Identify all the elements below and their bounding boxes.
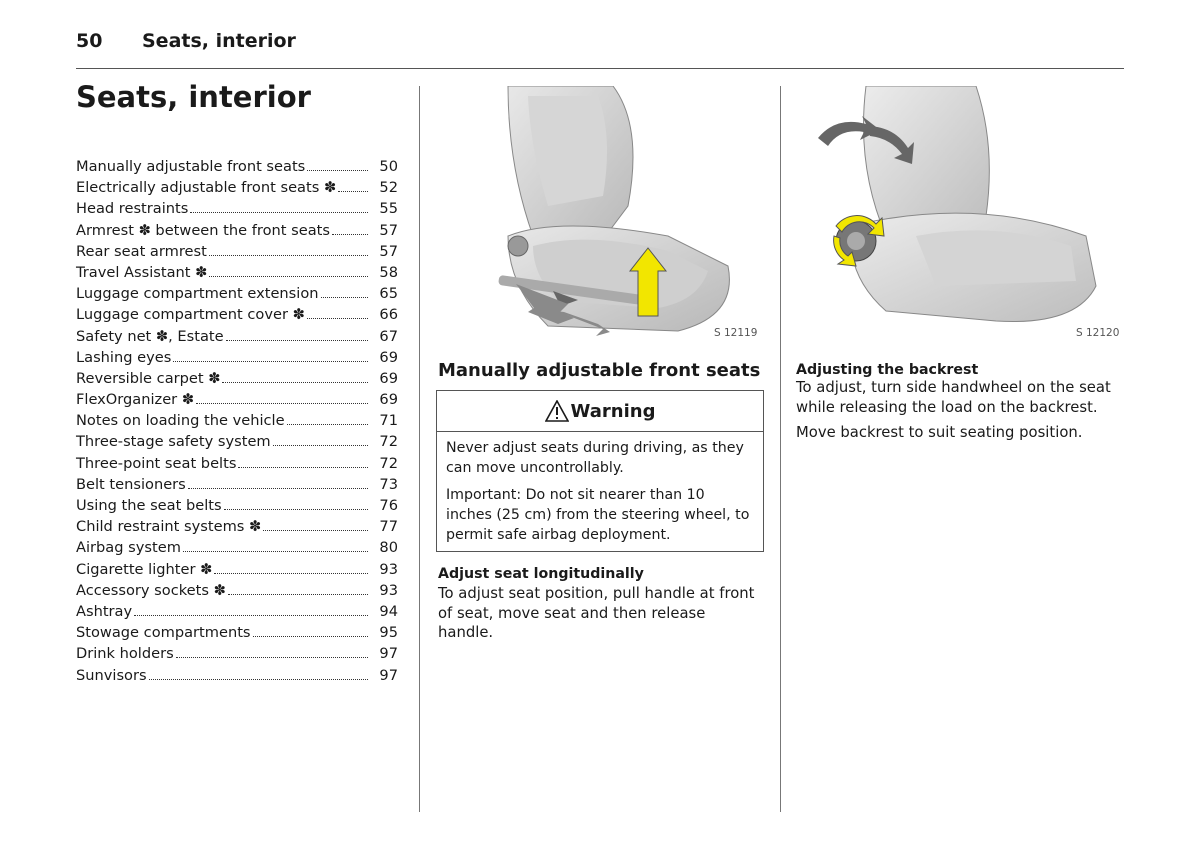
toc-entry[interactable] bbox=[76, 349, 398, 370]
toc-entry-label: Travel Assistant ✽ bbox=[76, 263, 208, 281]
toc-entry[interactable] bbox=[76, 370, 398, 391]
toc-entry-page: 55 bbox=[379, 200, 398, 218]
toc-entry-page: 95 bbox=[379, 624, 398, 642]
toc-entry[interactable] bbox=[76, 285, 398, 306]
column-divider bbox=[780, 86, 781, 812]
subsection-heading: Adjusting the backrest bbox=[796, 362, 979, 378]
toc-entry-label: Stowage compartments bbox=[76, 624, 251, 642]
toc-leader-dots bbox=[307, 318, 368, 319]
warning-box bbox=[436, 390, 764, 552]
toc-leader-dots bbox=[321, 297, 368, 298]
toc-entry-page: 93 bbox=[379, 581, 398, 599]
toc-leader-dots bbox=[196, 403, 368, 404]
warning-triangle-icon bbox=[545, 400, 569, 422]
toc-entry[interactable] bbox=[76, 179, 398, 200]
toc-leader-dots bbox=[214, 573, 368, 574]
toc-entry-label: Three-stage safety system bbox=[76, 433, 271, 451]
toc-entry-page: 93 bbox=[379, 560, 398, 578]
toc-entry[interactable] bbox=[76, 476, 398, 497]
toc-entry-page: 65 bbox=[379, 285, 398, 303]
toc-entry-label: FlexOrganizer ✽ bbox=[76, 391, 195, 409]
page-header bbox=[76, 30, 296, 52]
toc-entry-label: Belt tensioners bbox=[76, 475, 186, 493]
subsection-heading: Adjust seat longitudinally bbox=[438, 566, 644, 582]
toc-entry-page: 80 bbox=[379, 539, 398, 557]
toc-leader-dots bbox=[226, 340, 368, 341]
figure-code: S 12119 bbox=[714, 327, 758, 339]
toc-leader-dots bbox=[176, 657, 368, 658]
toc-entry-label: Lashing eyes bbox=[76, 348, 172, 366]
toc-leader-dots bbox=[173, 361, 368, 362]
toc-entry-label: Manually adjustable front seats bbox=[76, 158, 306, 175]
toc-entry-page: 69 bbox=[379, 348, 398, 366]
toc-entry[interactable] bbox=[76, 200, 398, 221]
toc-entry[interactable] bbox=[76, 158, 398, 179]
toc-leader-dots bbox=[183, 551, 368, 552]
toc-entry-label: Airbag system bbox=[76, 539, 181, 557]
toc-entry-label: Reversible carpet ✽ bbox=[76, 369, 221, 387]
toc-leader-dots bbox=[332, 234, 368, 235]
toc-leader-dots bbox=[190, 212, 368, 213]
toc-entry-page: 67 bbox=[379, 327, 398, 345]
toc-entry-label: Accessory sockets ✽ bbox=[76, 581, 226, 599]
toc-leader-dots bbox=[238, 467, 368, 468]
toc-leader-dots bbox=[209, 255, 368, 256]
toc-leader-dots bbox=[224, 509, 368, 510]
toc-entry[interactable] bbox=[76, 243, 398, 264]
toc-leader-dots bbox=[149, 679, 368, 680]
toc-entry-page: 57 bbox=[379, 221, 398, 239]
toc-entry-label: Ashtray bbox=[76, 602, 133, 620]
toc-entry[interactable] bbox=[76, 328, 398, 349]
header-divider bbox=[76, 68, 1124, 69]
toc-entry[interactable] bbox=[76, 645, 398, 666]
toc-entry-label: Drink holders bbox=[76, 645, 174, 663]
toc-entry-page: 77 bbox=[379, 518, 398, 536]
toc-entry-page: 66 bbox=[379, 306, 398, 324]
section-heading: Manually adjustable front seats bbox=[438, 360, 761, 381]
toc-entry-label: Safety net ✽, Estate bbox=[76, 327, 224, 345]
toc-entry[interactable] bbox=[76, 455, 398, 476]
body-text: Move backrest to suit seating position. bbox=[796, 424, 1083, 441]
toc-leader-dots bbox=[253, 636, 368, 637]
body-text: To adjust, turn side handwheel on the seat while releasing the load on the backrest. bbox=[796, 379, 1111, 416]
toc-entry[interactable] bbox=[76, 264, 398, 285]
toc-entry-label: Notes on loading the vehicle bbox=[76, 412, 285, 430]
seat-illustration bbox=[438, 86, 764, 346]
page-number: 50 bbox=[76, 30, 103, 52]
toc-entry-label: Luggage compartment cover ✽ bbox=[76, 306, 305, 324]
page-title: Seats, interior bbox=[76, 80, 311, 114]
column-divider bbox=[419, 86, 420, 812]
toc-entry[interactable] bbox=[76, 582, 398, 603]
toc-entry[interactable] bbox=[76, 518, 398, 539]
toc-entry[interactable] bbox=[76, 497, 398, 518]
toc-entry-page: 52 bbox=[379, 179, 398, 197]
toc-entry-page: 76 bbox=[379, 497, 398, 514]
toc-leader-dots bbox=[228, 594, 368, 595]
toc-leader-dots bbox=[188, 488, 368, 489]
toc-entry-label: Head restraints bbox=[76, 200, 189, 218]
toc-entry[interactable] bbox=[76, 603, 398, 624]
toc-entry-label: Using the seat belts bbox=[76, 497, 222, 514]
toc-entry-label: Armrest ✽ between the front seats bbox=[76, 221, 330, 239]
running-section-title: Seats, interior bbox=[142, 30, 296, 52]
longitudinal-section bbox=[438, 566, 764, 643]
warning-header bbox=[437, 391, 763, 432]
warning-body bbox=[437, 432, 763, 545]
toc-entry-page: 58 bbox=[379, 263, 398, 281]
toc-entry-page: 69 bbox=[379, 369, 398, 387]
backrest-illustration bbox=[796, 86, 1126, 346]
toc-entry[interactable] bbox=[76, 306, 398, 327]
toc-entry-label: Electrically adjustable front seats ✽ bbox=[76, 179, 337, 197]
toc-entry-page: 94 bbox=[379, 602, 398, 620]
toc-entry-label: Sunvisors bbox=[76, 666, 147, 684]
toc-leader-dots bbox=[222, 382, 368, 383]
toc-leader-dots bbox=[209, 276, 368, 277]
figure-code: S 12120 bbox=[1076, 327, 1120, 339]
warning-title: Warning bbox=[570, 400, 656, 422]
backrest-adjust-figure bbox=[796, 86, 1126, 346]
toc-entry-page: 73 bbox=[379, 475, 398, 493]
toc-entry[interactable] bbox=[76, 433, 398, 454]
toc-entry-page: 69 bbox=[379, 391, 398, 409]
toc-entry-page: 57 bbox=[379, 242, 398, 260]
backrest-section bbox=[796, 362, 1126, 443]
toc-entry-page: 72 bbox=[379, 454, 398, 472]
toc-leader-dots bbox=[263, 530, 368, 531]
toc-entry-label: Rear seat armrest bbox=[76, 242, 207, 260]
toc-leader-dots bbox=[307, 170, 368, 171]
toc-entry-page: 72 bbox=[379, 433, 398, 451]
warning-text: Important: Do not sit nearer than 10 inches (25 cm) from the steering wheel, to permit safe airbag deployment. bbox=[446, 487, 750, 543]
toc-entry-label: Luggage compartment extension bbox=[76, 285, 319, 303]
toc-leader-dots bbox=[134, 615, 368, 616]
toc-leader-dots bbox=[273, 445, 368, 446]
toc-entry[interactable] bbox=[76, 561, 398, 582]
toc-entry-label: Three-point seat belts bbox=[76, 454, 237, 472]
table-of-contents bbox=[76, 158, 398, 688]
toc-entry-page: 71 bbox=[379, 412, 398, 430]
toc-entry[interactable] bbox=[76, 539, 398, 560]
toc-entry-page: 97 bbox=[379, 666, 398, 684]
toc-entry-page: 50 bbox=[379, 158, 398, 175]
toc-entry[interactable] bbox=[76, 667, 398, 688]
toc-entry[interactable] bbox=[76, 624, 398, 645]
warning-text: Never adjust seats during driving, as they can move uncontrollably. bbox=[446, 440, 744, 476]
body-text: To adjust seat position, pull handle at front of seat, move seat and then release handle. bbox=[438, 585, 755, 641]
toc-entry-page: 97 bbox=[379, 645, 398, 663]
toc-leader-dots bbox=[287, 424, 368, 425]
toc-entry[interactable] bbox=[76, 222, 398, 243]
seat-longitudinal-figure bbox=[438, 86, 764, 346]
toc-leader-dots bbox=[338, 191, 368, 192]
toc-entry[interactable] bbox=[76, 412, 398, 433]
toc-entry-label: Child restraint systems ✽ bbox=[76, 518, 262, 536]
toc-entry-label: Cigarette lighter ✽ bbox=[76, 560, 213, 578]
toc-entry[interactable] bbox=[76, 391, 398, 412]
